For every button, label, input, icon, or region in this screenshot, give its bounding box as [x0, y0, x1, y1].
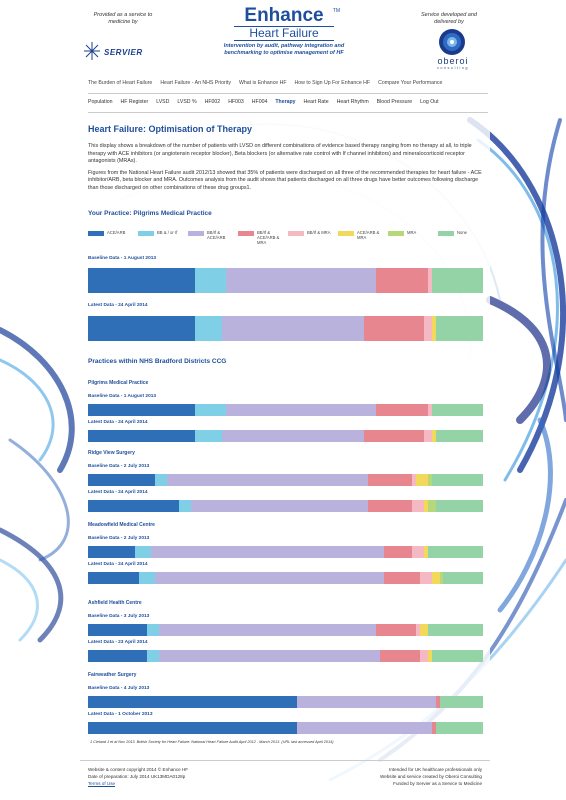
bar-segment-ace-arb[interactable] — [88, 696, 297, 708]
bar-segment-bb-or-if[interactable] — [135, 546, 151, 558]
nav-link-3[interactable]: How to Sign Up For Enhance HF — [294, 80, 371, 86]
intro-text — [88, 143, 483, 193]
nav-tab-therapy[interactable]: Therapy — [275, 99, 296, 105]
bar-segment-none[interactable] — [440, 696, 483, 708]
bar-segment-bb-if-mra[interactable] — [424, 430, 432, 442]
legend-swatch — [388, 231, 404, 236]
bar-segment-bb-if-ace-arb[interactable] — [167, 474, 368, 486]
content-panel — [76, 0, 490, 800]
baseline-label: Baseline Data - 1 August 2013 — [88, 256, 157, 261]
practice-latest-bar — [88, 650, 483, 662]
baseline-label: Baseline Data - 3 July 2013 — [88, 614, 150, 619]
bar-segment-ace-arb[interactable] — [88, 546, 135, 558]
bar-segment-bb-or-if[interactable] — [195, 430, 223, 442]
bar-segment-ace-arb[interactable] — [88, 268, 195, 293]
bar-segment-none[interactable] — [432, 404, 483, 416]
bar-segment-bb-if-ace-arb[interactable] — [155, 572, 384, 584]
bar-segment-bb-or-if[interactable] — [195, 316, 223, 341]
nav-tab-heart-rhythm[interactable]: Heart Rhythm — [336, 99, 369, 105]
terms-of-use-link[interactable]: Terms of Use — [88, 781, 116, 786]
bar-segment-none[interactable] — [443, 572, 483, 584]
legend-swatch — [88, 231, 104, 236]
nav-tab-hf003[interactable]: HF003 — [228, 99, 244, 105]
bar-segment-bb-if-ace-arb-mra[interactable] — [384, 572, 420, 584]
intro-paragraph-1: This display shows a breakdown of the number of patients with LVSD on different combinations of evidence based therapy ranging from no therapy at all, to triple therapy with ACE inhibitors (or angiotensin receptor blocker), Beta blockers (or alternative rate control with If channel inhibitors) and mineralocorticoid receptor antagonists (MRAs). — [88, 143, 472, 165]
bar-segment-bb-if-ace-arb[interactable] — [159, 624, 376, 636]
practice-baseline-bar — [88, 404, 483, 416]
nav-tab-hf002[interactable]: HF002 — [204, 99, 221, 105]
practice-name: Ridge View Surgery — [88, 450, 135, 456]
nav-tab-heart-rate[interactable]: Heart Rate — [303, 99, 329, 105]
nav-tab-lvsd-[interactable]: LVSD % — [177, 99, 197, 105]
bar-segment-bb-if-mra[interactable] — [420, 650, 428, 662]
bar-segment-bb-or-if[interactable] — [147, 624, 159, 636]
legend-swatch — [288, 231, 304, 236]
practice-latest-bar — [88, 500, 483, 512]
bar-segment-bb-or-if[interactable] — [147, 650, 159, 662]
footer-prep-date: Date of preparation: July 2014 UK13MDA0128p — [88, 774, 186, 779]
oberoi-logo-icon[interactable] — [437, 27, 467, 57]
bar-segment-bb-if-ace-arb[interactable] — [151, 546, 384, 558]
footer-funded: Funded by Servier as a Service to Medicine — [393, 781, 482, 786]
practice-baseline-bar — [88, 546, 483, 558]
bar-segment-bb-or-if[interactable] — [155, 474, 167, 486]
latest-label: Latest Data - 23 April 2014 — [88, 640, 148, 645]
baseline-label: Baseline Data - 4 July 2013 — [88, 686, 150, 691]
legend-label: BB/If & ACE/ARB & MRA — [257, 230, 280, 245]
secondary-nav — [88, 99, 488, 108]
footer-intended: Intended for UK healthcare professionals only — [389, 767, 482, 772]
bar-segment-bb-or-if[interactable] — [179, 500, 191, 512]
nav-divider — [88, 93, 488, 94]
nav-divider — [88, 112, 488, 113]
bar-segment-ace-arb[interactable] — [88, 572, 139, 584]
legend-swatch — [238, 231, 254, 236]
nav-tab-hf-register[interactable]: HF Register — [120, 99, 149, 105]
bar-segment-bb-if-ace-arb[interactable] — [222, 316, 364, 341]
nav-link-2[interactable]: What is Enhance HF — [238, 80, 287, 86]
bar-segment-bb-if-ace-arb-mra[interactable] — [368, 474, 411, 486]
bar-segment-bb-if-ace-arb[interactable] — [297, 722, 431, 734]
bar-segment-ace-arb[interactable] — [88, 624, 147, 636]
legend-label: BB/If & MRA — [307, 230, 331, 235]
bar-segment-mra[interactable] — [428, 500, 436, 512]
bar-segment-ace-arb[interactable] — [88, 722, 297, 734]
page-title: Heart Failure: Optimisation of Therapy — [88, 124, 253, 134]
bar-segment-none[interactable] — [436, 316, 483, 341]
nav-tab-log-out[interactable]: Log Out — [420, 99, 439, 105]
bar-segment-bb-if-ace-arb-mra[interactable] — [364, 430, 423, 442]
legend-label: BB/If & ACE/ARB — [207, 230, 226, 240]
bar-segment-ace-arb-mra[interactable] — [416, 474, 428, 486]
intro-paragraph-2: Figures from the National Heart Failure audit 2012/13 showed that 35% of patients were discharged on all three of the recommended therapies for heart failure - ACE inhibitor/ARB, beta blocker and MRA. Outcomes analysis from the audit shows that patients discharged on all three drugs have better outcomes following discharge than those discharged on other combinations of these drug groups1. — [88, 169, 482, 191]
bar-segment-bb-if-mra[interactable] — [412, 500, 424, 512]
practice-latest-bar — [88, 722, 483, 734]
bar-segment-ace-arb[interactable] — [88, 474, 155, 486]
nav-link-0[interactable]: The Burden of Heart Failure — [88, 80, 153, 86]
bar-segment-bb-if-ace-arb[interactable] — [159, 650, 380, 662]
legend-label: None — [457, 230, 468, 235]
bar-segment-ace-arb[interactable] — [88, 404, 195, 416]
bar-segment-none[interactable] — [436, 500, 483, 512]
nav-tab-lvsd[interactable]: LVSD — [156, 99, 170, 105]
bar-segment-bb-if-ace-arb[interactable] — [297, 696, 435, 708]
bar-segment-ace-arb[interactable] — [88, 500, 179, 512]
practice-baseline-bar — [88, 474, 483, 486]
footer-developer: Website and service created by Oberoi Consulting — [379, 774, 482, 779]
footer-copyright: Website & content copyright 2014 © Enhance HF — [88, 767, 189, 772]
bar-segment-bb-if-mra[interactable] — [412, 546, 424, 558]
bar-segment-bb-if-ace-arb-mra[interactable] — [380, 650, 420, 662]
oberoi-logo-text[interactable]: oberoi — [437, 56, 469, 66]
practice-latest-bar — [88, 430, 483, 442]
practice-name: Pilgrims Medical Practice — [88, 380, 149, 386]
latest-label: Latest Data - 24 April 2014 — [88, 303, 148, 308]
bar-segment-bb-if-ace-arb-mra[interactable] — [364, 316, 423, 341]
legend-swatch — [138, 231, 154, 236]
latest-label: Latest Data - 24 April 2014 — [88, 490, 148, 495]
brand-subtitle: Heart Failure — [234, 26, 334, 41]
nav-link-4[interactable]: Compare Your Performance — [378, 80, 443, 86]
practice-name: Meadowfield Medical Centre — [88, 522, 155, 528]
baseline-label: Baseline Data - 1 August 2013 — [88, 394, 157, 399]
brand-tagline: Intervention by audit, pathway integration and benchmarking to optimise management of HF — [223, 43, 345, 56]
bar-segment-bb-if-mra[interactable] — [424, 316, 432, 341]
bar-segment-bb-if-ace-arb-mra[interactable] — [376, 268, 427, 293]
bar-segment-bb-or-if[interactable] — [139, 572, 155, 584]
bar-segment-bb-or-if[interactable] — [195, 404, 227, 416]
brand-trademark: TM — [332, 8, 340, 14]
bar-segment-bb-if-ace-arb-mra[interactable] — [384, 546, 412, 558]
legend-label: BB & / or If — [157, 230, 178, 235]
bar-segment-none[interactable] — [432, 650, 483, 662]
bar-segment-none[interactable] — [432, 268, 483, 293]
bar-segment-none[interactable] — [428, 546, 483, 558]
bar-segment-bb-if-mra[interactable] — [420, 572, 432, 584]
legend-swatch — [188, 231, 204, 236]
therapy-legend — [88, 230, 483, 248]
practice-name: Fairweather Surgery — [88, 672, 137, 678]
legend-label: ACE/ARB & MRA — [357, 230, 380, 240]
brand-title: Enhance — [244, 5, 324, 26]
bar-segment-ace-arb-mra[interactable] — [420, 624, 428, 636]
oberoi-logo-subtext: consulting — [436, 66, 470, 70]
your-practice-baseline-bar — [88, 268, 483, 293]
bar-segment-none[interactable] — [436, 430, 483, 442]
bar-segment-none[interactable] — [428, 624, 483, 636]
legend-label: ACE/ARB — [107, 230, 126, 235]
footnote: 1 Cleland J et al Nov 2013. British Society for Heart Failure: National Heart Failure Audit April 2012 - March 2013. (URL last accessed April 2014) — [90, 740, 334, 744]
nav-tab-population[interactable]: Population — [88, 99, 113, 105]
bar-segment-bb-if-ace-arb-mra[interactable] — [376, 624, 416, 636]
bar-segment-bb-if-ace-arb[interactable] — [191, 500, 369, 512]
bar-segment-bb-or-if[interactable] — [195, 268, 227, 293]
bar-segment-ace-arb[interactable] — [88, 430, 195, 442]
practice-latest-bar — [88, 572, 483, 584]
site-footer — [80, 758, 490, 798]
bar-segment-ace-arb[interactable] — [88, 316, 195, 341]
your-practice-latest-bar — [88, 316, 483, 341]
bar-segment-bb-if-ace-arb-mra[interactable] — [368, 500, 411, 512]
bar-segment-none[interactable] — [436, 722, 483, 734]
provided-by-text: Provided as a service to medicine by — [93, 12, 153, 25]
servier-logo-text[interactable]: SERVIER — [104, 48, 143, 57]
practice-baseline-bar — [88, 696, 483, 708]
service-developed-text: Service developed and delivered by — [421, 12, 477, 25]
ccg-heading: Practices within NHS Bradford Districts CCG — [88, 358, 227, 365]
legend-label: MRA — [407, 230, 417, 235]
baseline-label: Baseline Data - 2 July 2013 — [88, 464, 150, 469]
nav-tab-hf004[interactable]: HF004 — [251, 99, 268, 105]
baseline-label: Baseline Data - 2 July 2013 — [88, 536, 150, 541]
practice-baseline-bar — [88, 624, 483, 636]
legend-swatch — [338, 231, 354, 236]
bar-segment-bb-if-ace-arb[interactable] — [222, 430, 364, 442]
nav-tab-blood-pressure[interactable]: Blood Pressure — [376, 99, 413, 105]
bar-segment-bb-if-ace-arb[interactable] — [226, 404, 376, 416]
your-practice-heading: Your Practice: Pilgrims Medical Practice — [88, 210, 212, 217]
bar-segment-bb-if-ace-arb[interactable] — [226, 268, 376, 293]
latest-label: Latest Data - 1 October 2013 — [88, 712, 153, 717]
enhance-hf-logo[interactable] — [222, 6, 346, 56]
latest-label: Latest Data - 24 April 2014 — [88, 562, 148, 567]
primary-nav — [88, 80, 488, 89]
bar-segment-none[interactable] — [432, 474, 483, 486]
latest-label: Latest Data - 24 April 2014 — [88, 420, 148, 425]
bar-segment-ace-arb[interactable] — [88, 650, 147, 662]
nav-link-1[interactable]: Heart Failure - An NHS Priority — [160, 80, 231, 86]
practice-name: Ashfield Health Centre — [88, 600, 142, 606]
bar-segment-ace-arb-mra[interactable] — [432, 572, 440, 584]
bar-segment-bb-if-ace-arb-mra[interactable] — [376, 404, 427, 416]
legend-swatch — [438, 231, 454, 236]
